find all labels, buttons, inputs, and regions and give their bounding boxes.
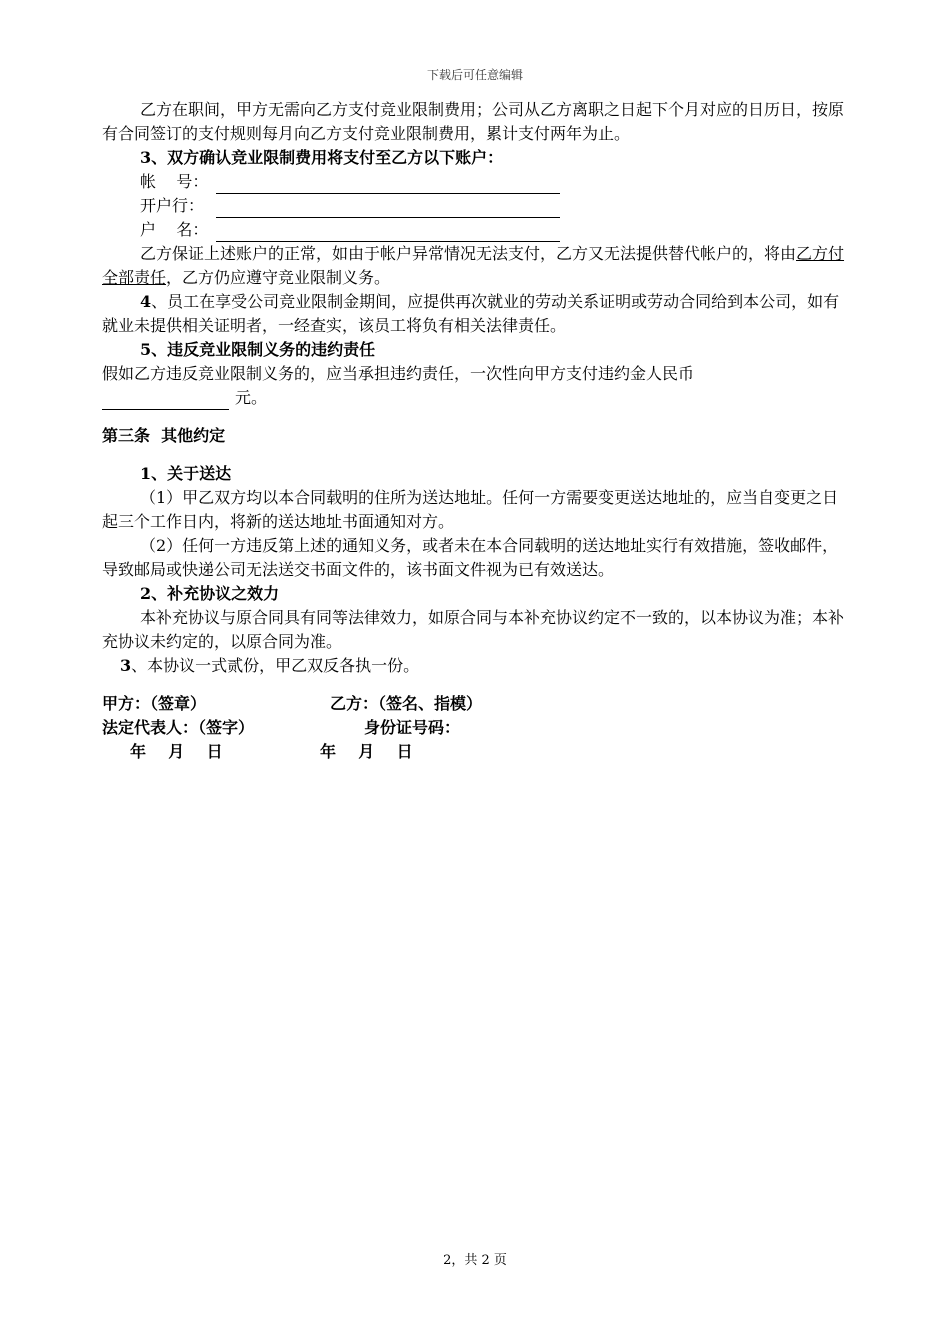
legal-rep-signature: 法定代表人：（签字）: [102, 718, 255, 737]
section3-item3-num: 3: [120, 656, 132, 675]
party-b-signature: 乙方：（签名、指模）: [330, 694, 483, 713]
section3-item3: [102, 654, 850, 678]
section3-title: 第三条 其他约定: [102, 426, 226, 445]
section3-item1-p1: （1）甲乙双方均以本合同载明的住所为送达地址。任何一方需要变更送达地址的，应当自变更之日起三个工作日内，将新的送达地址书面通知对方。: [102, 488, 839, 531]
document-body: [102, 98, 850, 764]
field-bank: [140, 194, 850, 218]
party-a-signature: 甲方：（签章）: [102, 694, 207, 713]
paragraph-breach-title: 5、违反竞业限制义务的违约责任: [140, 340, 376, 359]
field-name-blank: [216, 223, 560, 242]
field-bank-blank: [216, 199, 560, 218]
section3-item1-title: 1、关于送达: [140, 464, 232, 483]
page-footer: 2，共 2 页: [443, 1253, 507, 1268]
penalty-unit: 元。: [235, 388, 268, 407]
paragraph-account-guarantee: [102, 242, 850, 290]
paragraph-breach-amount: [102, 386, 850, 410]
field-account-label: 帐 号：: [140, 172, 209, 191]
signature-row-parties: [102, 692, 850, 716]
section3-item2-title: 2、补充协议之效力: [140, 584, 280, 603]
paragraph-employment-proof: [102, 290, 850, 338]
paragraph-account-guarantee-b: ，乙方仍应遵守竞业限制义务。: [166, 268, 391, 287]
paragraph-employment-proof-text: 、员工在享受公司竞业限制金期间，应提供再次就业的劳动关系证明或劳动合同给到本公司，如有就业未提供相关证明者，一经查实，该员工将负有相关法律责任。: [102, 292, 840, 335]
field-name: [140, 218, 850, 242]
id-number-field: 身份证号码：: [364, 718, 461, 737]
date-b: 年 月 日: [320, 742, 413, 761]
page-header: 下载后可任意编辑: [426, 68, 523, 82]
field-bank-label: 开户行：: [140, 196, 205, 215]
signature-row-dates: [102, 740, 850, 764]
paragraph-account-guarantee-underlined: 乙方付全部责任: [102, 244, 845, 287]
paragraph-account-confirm: 3、双方确认竞业限制费用将支付至乙方以下账户：: [140, 148, 504, 167]
section3-item1-p2: （2）任何一方违反第上述的通知义务，或者未在本合同载明的送达地址实行有效措施，签收邮件，导致邮局或快递公司无法送交书面文件的，该书面文件视为已有效送达。: [102, 536, 839, 579]
field-account-blank: [216, 175, 560, 194]
paragraph-breach-penalty: 假如乙方违反竞业限制义务的，应当承担违约责任，一次性向甲方支付违约金人民币: [102, 364, 695, 383]
paragraph-payment-terms: 乙方在职间，甲方无需向乙方支付竞业限制费用；公司从乙方离职之日起下个月对应的日历日，按原有合同签订的支付规则每月向乙方支付竞业限制费用，累计支付两年为止。: [102, 100, 845, 143]
paragraph-account-guarantee-a: 乙方保证上述账户的正常，如由于帐户异常情况无法支付，乙方又无法提供替代帐户的，将由: [140, 244, 797, 263]
field-name-label: 户 名：: [140, 220, 209, 239]
penalty-amount-blank: [102, 389, 229, 410]
field-account: [140, 170, 850, 194]
date-a: 年 月 日: [130, 742, 223, 761]
paragraph-employment-proof-num: 4: [140, 292, 152, 311]
signature-row-rep: [102, 716, 850, 740]
section3-item2-p1: 本补充协议与原合同具有同等法律效力，如原合同与本补充协议约定不一致的，以本协议为准；本补充协议未约定的，以原合同为准。: [102, 608, 845, 651]
section3-item3-text: 、本协议一式贰份，甲乙双反各执一份。: [131, 656, 420, 675]
